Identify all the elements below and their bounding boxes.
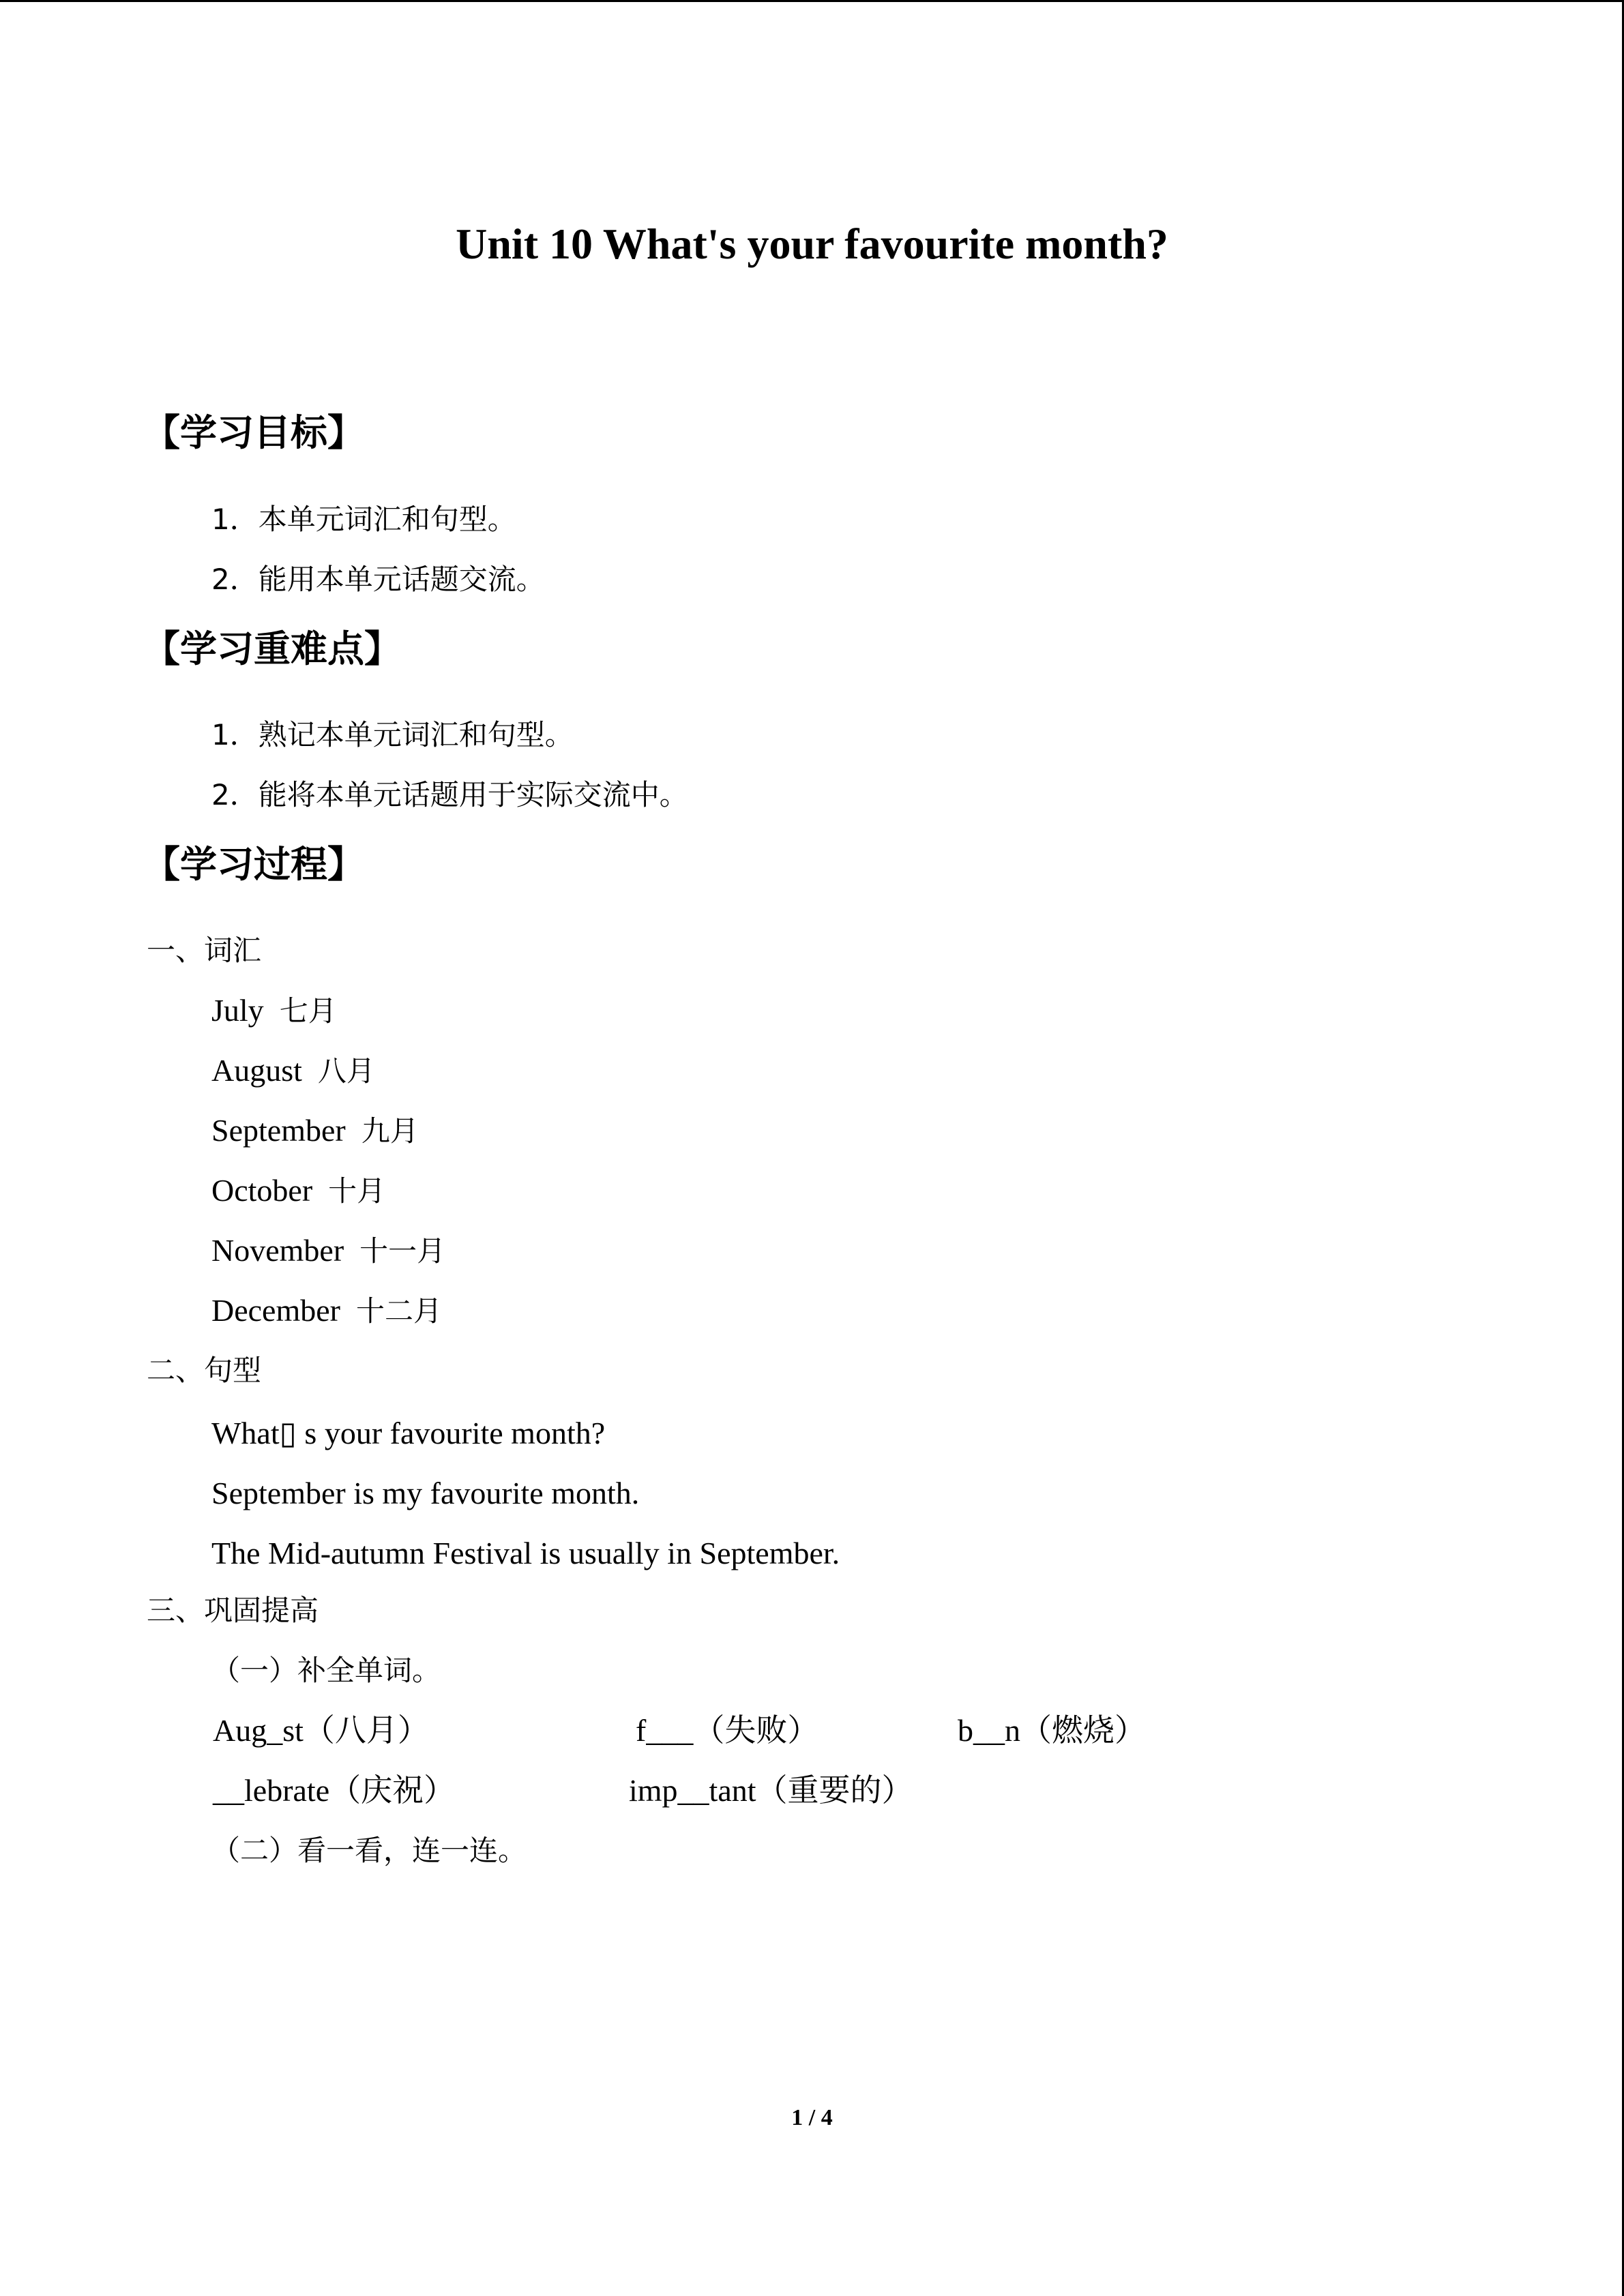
vocab-en: August <box>211 1053 302 1088</box>
sentence-item: September is my favourite month. <box>211 1476 640 1510</box>
objectives-heading: 【学习目标】 <box>143 411 364 454</box>
vocab-en: November <box>211 1233 344 1268</box>
vocab-zh: 八月 <box>317 1054 375 1088</box>
fill-word: b__n（燃烧） <box>958 1713 1146 1748</box>
practice-heading: 三、巩固提高 <box>147 1594 319 1627</box>
fill-word: f___（失败） <box>636 1713 819 1748</box>
vocab-zh: 十月 <box>328 1174 386 1208</box>
page-title: Unit 10 What's your favourite month? <box>456 220 1168 268</box>
sentences-heading: 二、句型 <box>147 1354 262 1387</box>
key-point-item-1: 1．熟记本单元词汇和句型。 <box>211 718 574 751</box>
objective-item-1: 1．本单元词汇和句型。 <box>211 503 516 536</box>
objective-item-2: 2．能用本单元话题交流。 <box>211 563 545 596</box>
key-points-heading: 【学习重难点】 <box>143 627 401 670</box>
vocab-zh: 七月 <box>279 994 337 1028</box>
vocab-en: July <box>211 993 264 1028</box>
vocab-zh: 九月 <box>361 1114 419 1148</box>
vocab-zh: 十一月 <box>359 1234 446 1268</box>
practice-part-2: （二）看一看，连一连。 <box>211 1834 527 1867</box>
process-heading: 【学习过程】 <box>143 843 364 886</box>
vocab-item <box>211 990 337 1032</box>
vocab-item <box>211 1290 442 1332</box>
vocab-item <box>211 1050 375 1092</box>
vocab-item <box>211 1170 385 1212</box>
fill-word: Aug_st（八月） <box>213 1713 429 1748</box>
sentence-item: What▯ s your favourite month? <box>211 1416 606 1450</box>
top-border <box>0 0 1624 2</box>
sentence-item: The Mid-autumn Festival is usually in September. <box>211 1536 840 1570</box>
page-number: 1 / 4 <box>791 2105 833 2130</box>
vocab-item <box>211 1110 419 1152</box>
fill-word: __lebrate（庆祝） <box>213 1773 456 1808</box>
fill-word: imp__tant（重要的） <box>629 1773 913 1808</box>
vocab-en: December <box>211 1293 340 1328</box>
vocab-zh: 十二月 <box>356 1294 443 1328</box>
vocab-heading: 一、词汇 <box>147 934 262 967</box>
key-point-item-2: 2．能将本单元话题用于实际交流中。 <box>211 778 688 811</box>
vocab-en: October <box>211 1173 313 1208</box>
vocab-en: September <box>211 1113 346 1148</box>
practice-part-1: （一）补全单词。 <box>211 1654 441 1687</box>
vocab-item <box>211 1230 445 1272</box>
